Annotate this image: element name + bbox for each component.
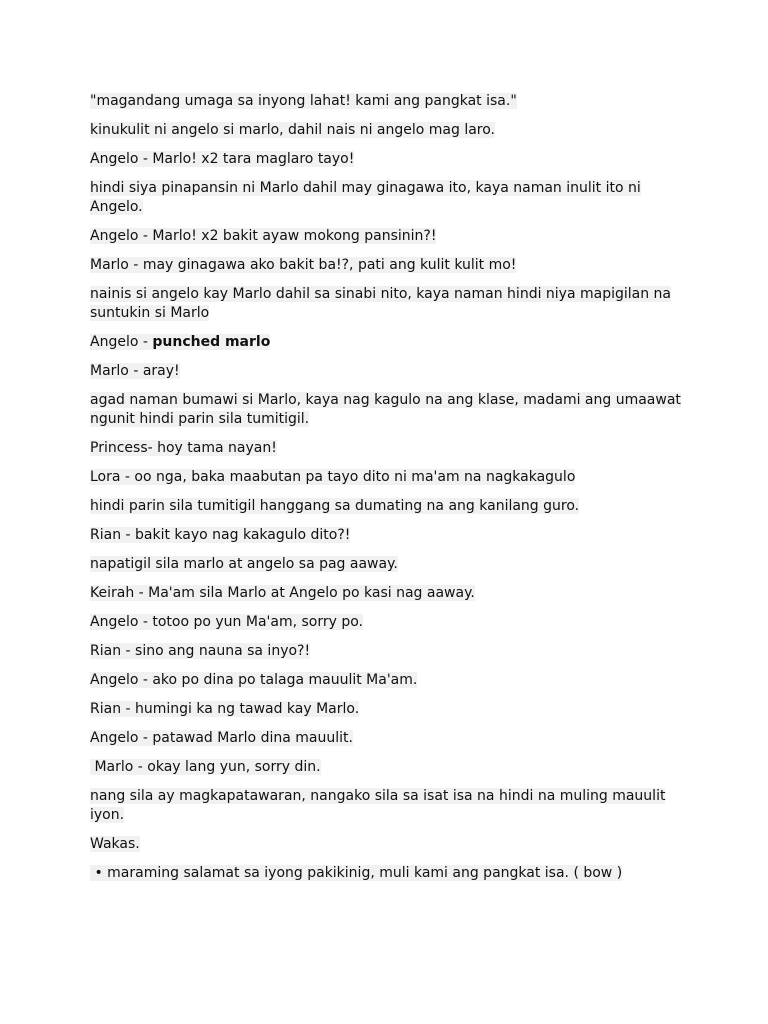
paragraph-dialogue <box>90 613 690 632</box>
paragraph-text: Rian - sino ang nauna sa inyo?! <box>90 643 311 659</box>
paragraph-narration <box>90 497 690 516</box>
paragraph-narration <box>90 179 690 217</box>
paragraph-dialogue <box>90 584 690 603</box>
paragraph-text: Wakas. <box>90 836 140 852</box>
paragraph-text: agad naman bumawi si Marlo, kaya nag kagulo na ang klase, madami ang umaawat ngunit hindi parin sila tumitigil. <box>90 392 681 427</box>
paragraph-dialogue <box>90 362 690 381</box>
paragraph-text: Princess- hoy tama nayan! <box>90 440 277 456</box>
speaker-label: Angelo - <box>90 334 153 350</box>
paragraph-dialogue <box>90 468 690 487</box>
paragraph-text: nainis si angelo kay Marlo dahil sa sinabi nito, kaya naman hindi niya mapigilan na suntukin si Marlo <box>90 286 672 321</box>
paragraph-dialogue <box>90 150 690 169</box>
paragraph-text: Marlo - okay lang yun, sorry din. <box>90 759 321 775</box>
paragraph-text: Angelo - Marlo! x2 tara maglaro tayo! <box>90 151 355 167</box>
paragraph-narration <box>90 391 690 429</box>
paragraph-narration <box>90 555 690 574</box>
paragraph-dialogue <box>90 700 690 719</box>
paragraph-action <box>90 333 690 352</box>
paragraph-dialogue <box>90 227 690 246</box>
paragraph-dialogue <box>90 758 690 777</box>
paragraph-dialogue <box>90 729 690 748</box>
paragraph-text: Angelo - patawad Marlo dina mauulit. <box>90 730 353 746</box>
paragraph-text: Keirah - Ma'am sila Marlo at Angelo po kasi nag aaway. <box>90 585 475 601</box>
paragraph-text: Marlo - aray! <box>90 363 180 379</box>
paragraph-ending <box>90 835 690 854</box>
paragraph-text: Marlo - may ginagawa ako bakit ba!?, pati ang kulit kulit mo! <box>90 257 517 273</box>
paragraph-closing-bullet <box>90 864 690 883</box>
paragraph-text: "magandang umaga sa inyong lahat! kami ang pangkat isa." <box>90 93 517 109</box>
paragraph-dialogue <box>90 671 690 690</box>
paragraph-dialogue <box>90 256 690 275</box>
action-text: punched marlo <box>152 334 271 350</box>
paragraph-text: • maraming salamat sa iyong pakikinig, muli kami ang pangkat isa. ( bow ) <box>90 865 623 881</box>
paragraph-narration <box>90 787 690 825</box>
paragraph-text: napatigil sila marlo at angelo sa pag aaway. <box>90 556 398 572</box>
paragraph-greeting <box>90 92 690 111</box>
paragraph-text: Angelo - totoo po yun Ma'am, sorry po. <box>90 614 364 630</box>
paragraph-narration <box>90 121 690 140</box>
document-page <box>90 92 690 893</box>
paragraph-text: kinukulit ni angelo si marlo, dahil nais ni angelo mag laro. <box>90 122 496 138</box>
paragraph-dialogue <box>90 642 690 661</box>
paragraph-narration <box>90 285 690 323</box>
paragraph-text: Angelo - Marlo! x2 bakit ayaw mokong pansinin?! <box>90 228 437 244</box>
paragraph-text: Rian - humingi ka ng tawad kay Marlo. <box>90 701 360 717</box>
paragraph-text: Rian - bakit kayo nag kakagulo dito?! <box>90 527 351 543</box>
paragraph-text: hindi siya pinapansin ni Marlo dahil may ginagawa ito, kaya naman inulit ito ni Angelo. <box>90 180 641 215</box>
paragraph-dialogue <box>90 439 690 458</box>
paragraph-dialogue <box>90 526 690 545</box>
paragraph-text: nang sila ay magkapatawaran, nangako sila sa isat isa na hindi na muling mauulit iyon. <box>90 788 666 823</box>
paragraph-text: hindi parin sila tumitigil hanggang sa dumating na ang kanilang guro. <box>90 498 580 514</box>
paragraph-text: Lora - oo nga, baka maabutan pa tayo dito ni ma'am na nagkakagulo <box>90 469 576 485</box>
paragraph-text: Angelo - ako po dina po talaga mauulit Ma'am. <box>90 672 418 688</box>
